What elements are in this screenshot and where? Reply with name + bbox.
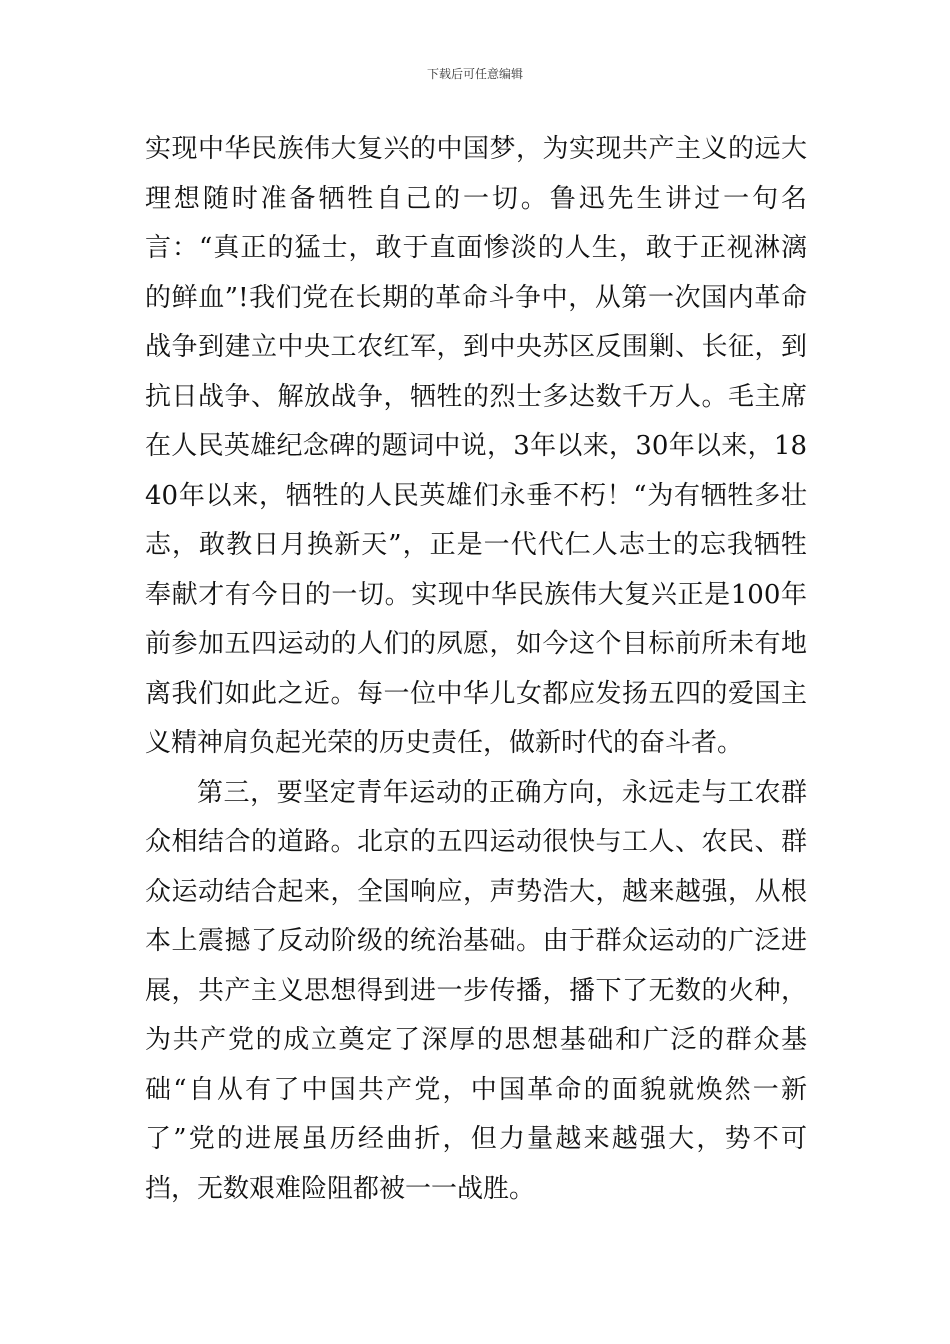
document-body bbox=[145, 125, 807, 1214]
page-header-note: 下载后可任意编辑 bbox=[426, 67, 523, 81]
paragraph-2: 第三，要坚定青年运动的正确方向，永远走与工农群众相结合的道路。北京的五四运动很快与工人、农民、群众运动结合起来，全国响应，声势浩大，越来越强，从根本上震撼了反动阶级的统治基础。由于群众运动的广泛进展，共产主义思想得到进一步传播，播下了无数的火种，为共产党的成立奠定了深厚的思想基础和广泛的群众基础“自从有了中国共产党，中国革命的面貌就焕然一新了”党的进展虽历经曲折，但力量越来越强大，势不可挡，无数艰难险阻都被一一战胜。 bbox=[145, 777, 807, 1204]
paragraph-1: 实现中华民族伟大复兴的中国梦，为实现共产主义的远大理想随时准备牺牲自己的一切。鲁迅先生讲过一句名言：“真正的猛士，敢于直面惨淡的人生，敢于正视淋漓的鲜血”!我们党在长期的革命斗争中，从第一次国内革命战争到建立中央工农红军，到中央苏区反围剿、长征，到抗日战争、解放战争，牺牲的烈士多达数千万人。毛主席在人民英雄纪念碑的题词中说，3年以来，30年以来，1840年以来，牺牲的人民英雄们永垂不朽！“为有牺牲多壮志，敢教日月换新天”，正是一代代仁人志士的忘我牺牲奉献才有今日的一切。实现中华民族伟大复兴正是100年前参加五四运动的人们的夙愿，如今这个目标前所未有地离我们如此之近。每一位中华儿女都应发扬五四的爱国主义精神肩负起光荣的历史责任，做新时代的奋斗者。 bbox=[145, 134, 807, 758]
